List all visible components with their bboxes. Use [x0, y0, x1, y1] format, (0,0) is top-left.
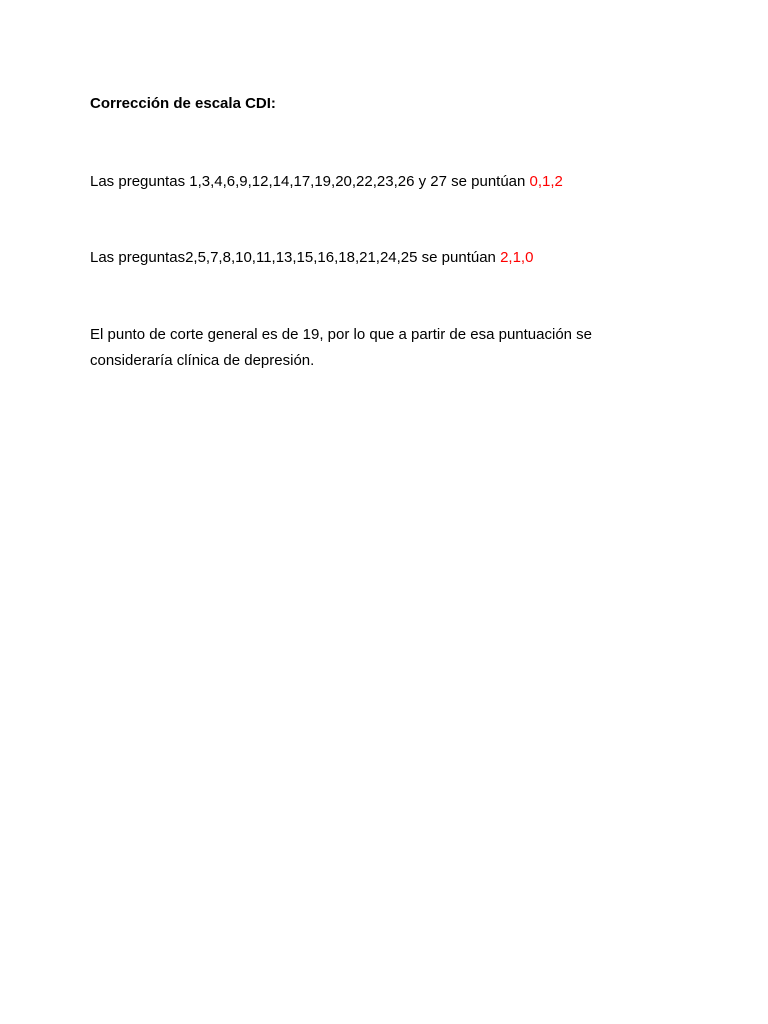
cutoff-paragraph-line-2: consideraría clínica de depresión.: [90, 352, 315, 369]
cutoff-paragraph: [90, 322, 650, 374]
cutoff-paragraph-line-1: El punto de corte general es de 19, por lo que a partir de esa puntuación se: [90, 326, 593, 343]
scoring-rule-inverse: [90, 245, 710, 271]
scoring-rule-direct-text: Las preguntas 1,3,4,6,9,12,14,17,19,20,22,23,26 y 27 se puntúan: [90, 173, 530, 190]
document-title: Corrección de escala CDI:: [90, 95, 276, 112]
scoring-rule-inverse-text: Las preguntas2,5,7,8,10,11,13,15,16,18,21,24,25 se puntúan: [90, 249, 501, 266]
scoring-rule-direct: [90, 169, 710, 195]
scoring-rule-direct-values: 0,1,2: [529, 173, 563, 190]
scoring-rule-inverse-values: 2,1,0: [500, 249, 534, 266]
